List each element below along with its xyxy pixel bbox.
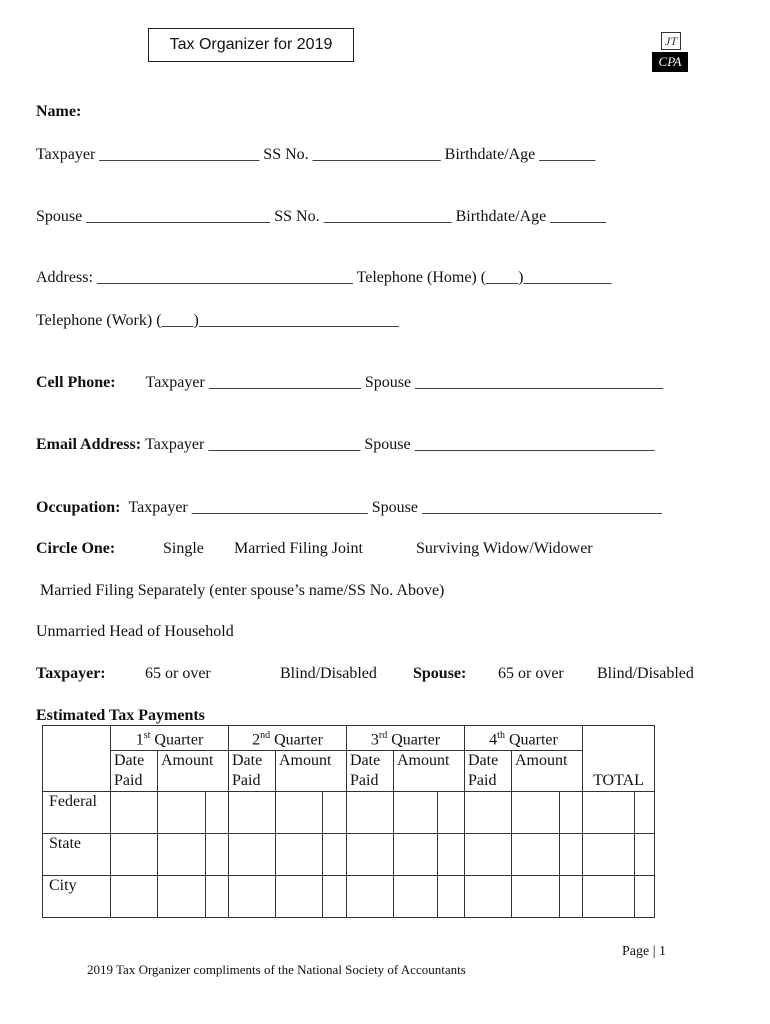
table-cell[interactable]: [583, 792, 635, 834]
table-cell[interactable]: [465, 792, 512, 834]
table-cell[interactable]: [206, 792, 229, 834]
table-cell[interactable]: [206, 834, 229, 876]
taxpayer-blind-option[interactable]: Blind/Disabled: [280, 665, 377, 682]
form-title: Tax Organizer for 2019: [148, 28, 354, 62]
corner-cell: [43, 726, 111, 792]
date-paid-header: Date Paid: [465, 751, 512, 792]
amount-header: Amount: [158, 751, 229, 792]
table-cell[interactable]: [560, 876, 583, 918]
table-cell[interactable]: [394, 792, 438, 834]
spouse-status-label: Spouse:: [413, 665, 467, 682]
table-cell[interactable]: [111, 792, 158, 834]
table-cell[interactable]: [438, 834, 465, 876]
estimated-payments-title: Estimated Tax Payments: [36, 707, 205, 724]
cell-phone-label: Cell Phone:: [36, 374, 116, 391]
taxpayer-line[interactable]: Taxpayer ____________________ SS No. ________________ Birthdate/Age _______: [36, 146, 596, 163]
address-line[interactable]: Address: ________________________________ Telephone (Home) (____)___________: [36, 269, 612, 286]
quarter-3-header: 3rd Quarter: [347, 726, 465, 751]
page-number: Page | 1: [622, 944, 667, 959]
occupation-row[interactable]: [36, 499, 662, 517]
quarter-1-header: 1st Quarter: [111, 726, 229, 751]
table-cell[interactable]: [512, 792, 560, 834]
table-cell[interactable]: [323, 876, 347, 918]
date-paid-header: Date Paid: [111, 751, 158, 792]
cell-phone-row[interactable]: [36, 374, 663, 392]
date-paid-header: Date Paid: [347, 751, 394, 792]
row-label-federal: Federal: [43, 792, 111, 834]
table-cell[interactable]: [635, 834, 655, 876]
row-label-state: State: [43, 834, 111, 876]
table-row: [43, 876, 655, 918]
amount-header: Amount: [512, 751, 583, 792]
table-cell[interactable]: [111, 834, 158, 876]
option-married-filing-separately[interactable]: Married Filing Separately (enter spouse’s name/SS No. Above): [40, 582, 445, 599]
row-label-city: City: [43, 876, 111, 918]
table-cell[interactable]: [583, 834, 635, 876]
table-row: [43, 792, 655, 834]
table-cell[interactable]: [438, 876, 465, 918]
table-row: [43, 834, 655, 876]
quarter-2-header: 2nd Quarter: [229, 726, 347, 751]
table-cell[interactable]: [512, 876, 560, 918]
table-cell[interactable]: [583, 876, 635, 918]
email-fields[interactable]: Taxpayer ___________________ Spouse ______________________________: [145, 436, 655, 453]
quarter-4-header: 4th Quarter: [465, 726, 583, 751]
work-phone-line[interactable]: Telephone (Work) (____)_________________________: [36, 312, 399, 329]
table-cell[interactable]: [158, 876, 206, 918]
table-cell[interactable]: [229, 834, 276, 876]
logo-mark: JT: [661, 32, 681, 50]
table-cell[interactable]: [465, 834, 512, 876]
name-label: Name:: [36, 103, 82, 120]
spouse-line[interactable]: Spouse _______________________ SS No. ________________ Birthdate/Age _______: [36, 208, 607, 225]
table-cell[interactable]: [347, 834, 394, 876]
email-label: Email Address:: [36, 436, 142, 453]
spouse-blind-option[interactable]: Blind/Disabled: [597, 665, 694, 682]
table-cell[interactable]: [635, 792, 655, 834]
table-cell[interactable]: [635, 876, 655, 918]
table-cell[interactable]: [158, 792, 206, 834]
taxpayer-status-label: Taxpayer:: [36, 665, 106, 682]
table-cell[interactable]: [347, 792, 394, 834]
table-cell[interactable]: [394, 876, 438, 918]
logo-cpa-text: CPA: [652, 52, 688, 72]
estimated-payments-table: [42, 725, 655, 918]
option-married-filing-joint[interactable]: Married Filing Joint: [234, 540, 363, 557]
cell-phone-fields[interactable]: Taxpayer ___________________ Spouse _______________________________: [145, 374, 664, 391]
table-cell[interactable]: [438, 792, 465, 834]
table-cell[interactable]: [276, 792, 323, 834]
table-cell[interactable]: [111, 876, 158, 918]
table-cell[interactable]: [560, 792, 583, 834]
total-header: TOTAL: [583, 726, 655, 792]
amount-header: Amount: [276, 751, 347, 792]
table-cell[interactable]: [276, 834, 323, 876]
email-row[interactable]: [36, 436, 655, 454]
circle-one-label: Circle One:: [36, 540, 116, 557]
occupation-fields[interactable]: Taxpayer ______________________ Spouse ______________________________: [128, 499, 662, 516]
table-cell[interactable]: [158, 834, 206, 876]
option-single[interactable]: Single: [163, 540, 204, 557]
option-head-of-household[interactable]: Unmarried Head of Household: [36, 623, 234, 640]
table-cell[interactable]: [206, 876, 229, 918]
occupation-label: Occupation:: [36, 499, 121, 516]
table-cell[interactable]: [229, 876, 276, 918]
table-cell[interactable]: [347, 876, 394, 918]
table-cell[interactable]: [323, 834, 347, 876]
table-cell[interactable]: [394, 834, 438, 876]
table-cell[interactable]: [512, 834, 560, 876]
date-paid-header: Date Paid: [229, 751, 276, 792]
cpa-logo: [651, 30, 689, 76]
table-cell[interactable]: [276, 876, 323, 918]
footer-compliments: 2019 Tax Organizer compliments of the National Society of Accountants: [87, 962, 466, 977]
spouse-65-option[interactable]: 65 or over: [498, 665, 564, 682]
table-cell[interactable]: [229, 792, 276, 834]
table-cell[interactable]: [323, 792, 347, 834]
table-cell[interactable]: [465, 876, 512, 918]
table-cell[interactable]: [560, 834, 583, 876]
amount-header: Amount: [394, 751, 465, 792]
option-surviving-widow[interactable]: Surviving Widow/Widower: [416, 540, 593, 557]
taxpayer-65-option[interactable]: 65 or over: [145, 665, 211, 682]
